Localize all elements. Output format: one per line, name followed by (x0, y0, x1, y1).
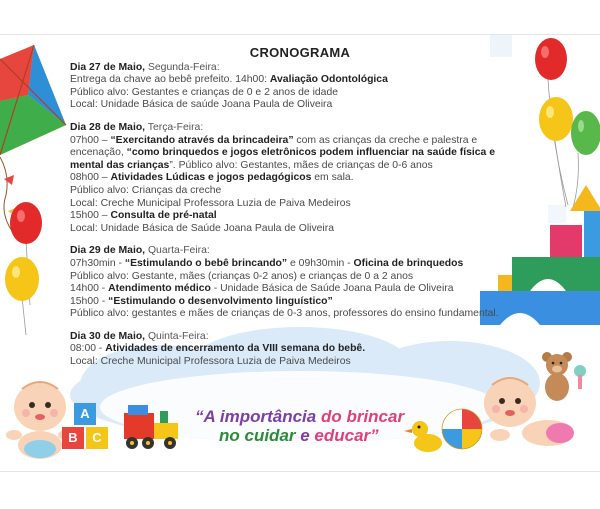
slogan (195, 407, 430, 445)
left-balloons-icon (5, 202, 42, 335)
day-heading (70, 122, 530, 135)
schedule-text: ”. Público alvo: Gestantes, mães de crianças de 0-6 anos (169, 159, 433, 171)
schedule-line (70, 258, 530, 271)
schedule-line (70, 296, 530, 309)
schedule-content (70, 47, 530, 369)
schedule-text: Público alvo: Gestantes e crianças de 0 e 2 anos de idade (70, 86, 339, 98)
day-date: Dia 30 de Maio, (70, 330, 146, 342)
block-letter-c: C (92, 430, 102, 445)
days-list (70, 62, 530, 369)
schedule-line (70, 185, 530, 198)
schedule-text: Local: Creche Municipal Professora Luzia de Paiva Medeiros (70, 356, 351, 368)
slogan-part-2c: educar” (314, 426, 379, 445)
schedule-text: Público alvo: gestantes e mães de crianças de 0-3 anos, professores do ensino fundamental. (70, 308, 499, 320)
schedule-line (70, 283, 530, 296)
schedule-highlight-text: Oficina de brinquedos (353, 257, 464, 269)
day-heading (70, 245, 530, 258)
beach-ball-icon (442, 409, 482, 449)
block-letter-a: A (80, 406, 90, 421)
right-balloons-icon (535, 38, 600, 211)
day-weekday: Quinta-Feira: (145, 330, 209, 342)
schedule-line (70, 99, 530, 112)
schedule-text: 15h00 – (70, 210, 111, 222)
schedule-highlight-text: Atividades de encerramento da VIII semana do bebê. (105, 343, 366, 355)
day-date: Dia 29 de Maio, (70, 245, 146, 257)
schedule-text: Público alvo: Gestante, mães (crianças 0-2 anos) e crianças de 0 a 2 anos (70, 270, 414, 282)
schedule-text: Entrega da chave ao bebê prefeito. 14h00: (70, 74, 270, 86)
schedule-highlight-text: “como brinquedos e jogos eletrônicos podem influenciar na saúde física e mental das crianças (70, 147, 495, 171)
day-date: Dia 28 de Maio, (70, 121, 146, 133)
schedule-line (70, 308, 530, 321)
kite-icon (0, 45, 66, 231)
schedule-text: 15h00 - (70, 295, 109, 307)
schedule-line (70, 87, 530, 100)
schedule-text: e 09h30min - (287, 257, 354, 269)
schedule-highlight-text: “Exercitando através da brincadeira” (110, 134, 294, 146)
schedule-line (70, 210, 530, 223)
schedule-card (0, 34, 600, 472)
schedule-text: - Unidade Básica de Saúde Joana Paula de Oliveira (210, 283, 454, 295)
schedule-text: em sala. (311, 172, 354, 184)
schedule-highlight-text: Consulta de pré-natal (110, 210, 217, 222)
slogan-part-2a: no cuidar (219, 426, 296, 445)
schedule-text: 08h00 – (70, 172, 111, 184)
day-heading (70, 331, 530, 344)
schedule-line (70, 172, 530, 185)
slogan-part-2b: e (295, 426, 315, 445)
schedule-text: Público alvo: Crianças da creche (70, 184, 222, 196)
schedule-highlight-text: “Estimulando o desenvolvimento linguístico” (108, 295, 333, 307)
day-weekday: Quarta-Feira: (145, 245, 210, 257)
day-section (70, 62, 530, 112)
day-date: Dia 27 de Maio, (70, 61, 146, 73)
schedule-text: 08:00 - (70, 343, 106, 355)
schedule-text: Local: Unidade Básica de Saúde Joana Paula de Oliveira (70, 222, 334, 234)
schedule-text: 14h00 - (70, 283, 109, 295)
schedule-text: 07h00 – (70, 134, 111, 146)
schedule-highlight-text: Atividades Lúdicas e jogos pedagógicos (110, 172, 312, 184)
schedule-text: 07h30min - (70, 257, 125, 269)
day-heading (70, 62, 530, 75)
day-weekday: Terça-Feira: (145, 121, 204, 133)
day-section (70, 122, 530, 235)
schedule-line (70, 356, 530, 369)
slogan-part-1b: do brincar (316, 407, 405, 426)
schedule-line (70, 135, 530, 173)
schedule-line (70, 198, 530, 211)
teddy-bear-icon (542, 352, 586, 401)
day-section (70, 331, 530, 369)
day-weekday: Segunda-Feira: (145, 61, 220, 73)
schedule-text: com as crianças da creche e palestra e encenação, (70, 134, 478, 159)
schedule-highlight-text: “Estimulando o bebê brincando” (124, 257, 288, 269)
page-title: CRONOGRAMA (249, 45, 351, 60)
schedule-highlight-text: Atendimento médico (108, 283, 211, 295)
schedule-line (70, 223, 530, 236)
schedule-text: Local: Unidade Básica de saúde Joana Paula de Oliveira (70, 99, 333, 111)
schedule-highlight-text: Avaliação Odontológica (269, 74, 388, 86)
schedule-text: Local: Creche Municipal Professora Luzia de Paiva Medeiros (70, 197, 351, 209)
day-section (70, 245, 530, 321)
schedule-line (70, 271, 530, 284)
slogan-part-1a: “A importância (195, 407, 317, 426)
schedule-line (70, 343, 530, 356)
schedule-line (70, 74, 530, 87)
block-letter-b: B (68, 430, 78, 445)
